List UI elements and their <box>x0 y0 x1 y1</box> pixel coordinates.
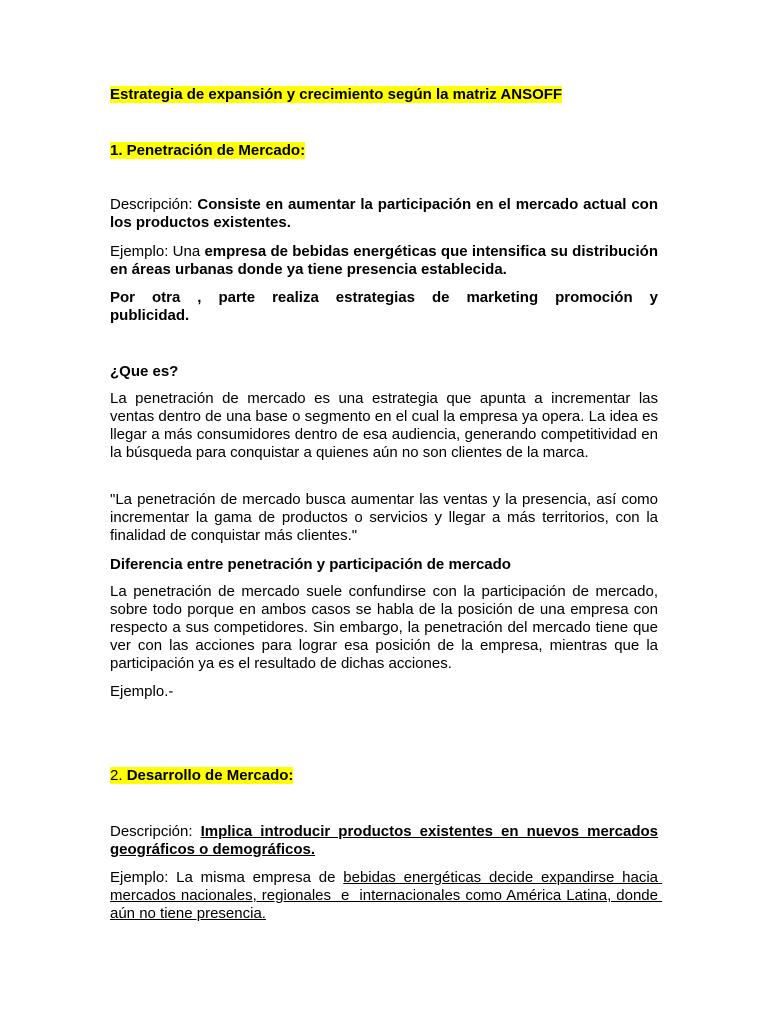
section1-por-otra-parte <box>110 289 658 325</box>
por-otra-tail: publicidad. <box>110 307 190 324</box>
section1-desc-text: Consiste en aumentar la participación en el mercado actual con los productos existentes. <box>110 196 658 231</box>
quote-paragraph: "La penetración de mercado busca aumentar las ventas y la presencia, así como incrementar la gama de productos o servicios y llegar a más territorios, con la finalidad de conquistar más clientes." <box>110 491 658 544</box>
por-otra-word: parte <box>218 289 256 306</box>
section1-heading <box>110 142 658 160</box>
que-es-heading: ¿Que es? <box>110 363 179 380</box>
document-title <box>110 86 658 104</box>
por-otra-word: estrategias <box>335 289 415 306</box>
section1-heading-text: 1. Penetración de Mercado: <box>110 142 306 159</box>
por-otra-word: realiza <box>272 289 319 306</box>
section2-example-label: Ejemplo: La misma empresa de <box>110 869 344 886</box>
por-otra-word: de <box>431 289 450 306</box>
section2-desc-label: Descripción: <box>110 823 201 840</box>
section1-desc-label: Descripción: <box>110 196 198 213</box>
section1-example-text: empresa de bebidas energéticas que intensifica su distribución en áreas urbanas donde ya tiene presencia establecida. <box>110 243 658 278</box>
por-otra-word: otra <box>151 289 181 306</box>
section2-example-text: bebidas energéticas decide expandirse hacia mercados nacionales, regionales e internacionales como América Latina, donde aún no tiene presencia. <box>110 869 663 922</box>
por-otra-word: Por <box>110 289 136 306</box>
section1-description <box>110 196 658 232</box>
section1-example <box>110 243 658 279</box>
section2-heading-num: 2. <box>110 767 127 784</box>
por-otra-word: marketing <box>466 289 539 306</box>
section2-description <box>110 823 658 859</box>
ejemplo-end: Ejemplo.- <box>110 683 174 700</box>
diferencia-paragraph: La penetración de mercado suele confundirse con la participación de mercado, sobre todo porque en ambos casos se habla de la posición de una empresa con respecto a sus competidores. Sin embargo, la penetración del mercado tiene que ver con las acciones para lograr esa posición de la empresa, mientras que la participación ya es el resultado de dichas acciones. <box>110 583 658 672</box>
section2-heading <box>110 767 658 785</box>
por-otra-word: y <box>649 289 658 306</box>
por-otra-word: , <box>197 289 202 306</box>
diferencia-heading: Diferencia entre penetración y participación de mercado <box>110 556 511 573</box>
por-otra-word: promoción <box>555 289 633 306</box>
que-es-paragraph: La penetración de mercado es una estrategia que apunta a incrementar las ventas dentro de una base o segmento en el cual la empresa ya opera. La idea es llegar a más consumidores dentro de esa audiencia, generando competitividad en la búsqueda para conquistar a quienes aún no son clientes de la marca. <box>110 390 658 461</box>
section2-heading-text: Desarrollo de Mercado: <box>126 767 294 784</box>
section2-example <box>110 869 663 923</box>
section2-desc-text: Implica introducir productos existentes en nuevos mercados geográficos o demográficos. <box>110 823 658 858</box>
por-otra-line <box>110 289 658 307</box>
title-text: Estrategia de expansión y crecimiento según la matriz ANSOFF <box>110 86 563 103</box>
section1-example-label: Ejemplo: Una <box>110 243 205 260</box>
